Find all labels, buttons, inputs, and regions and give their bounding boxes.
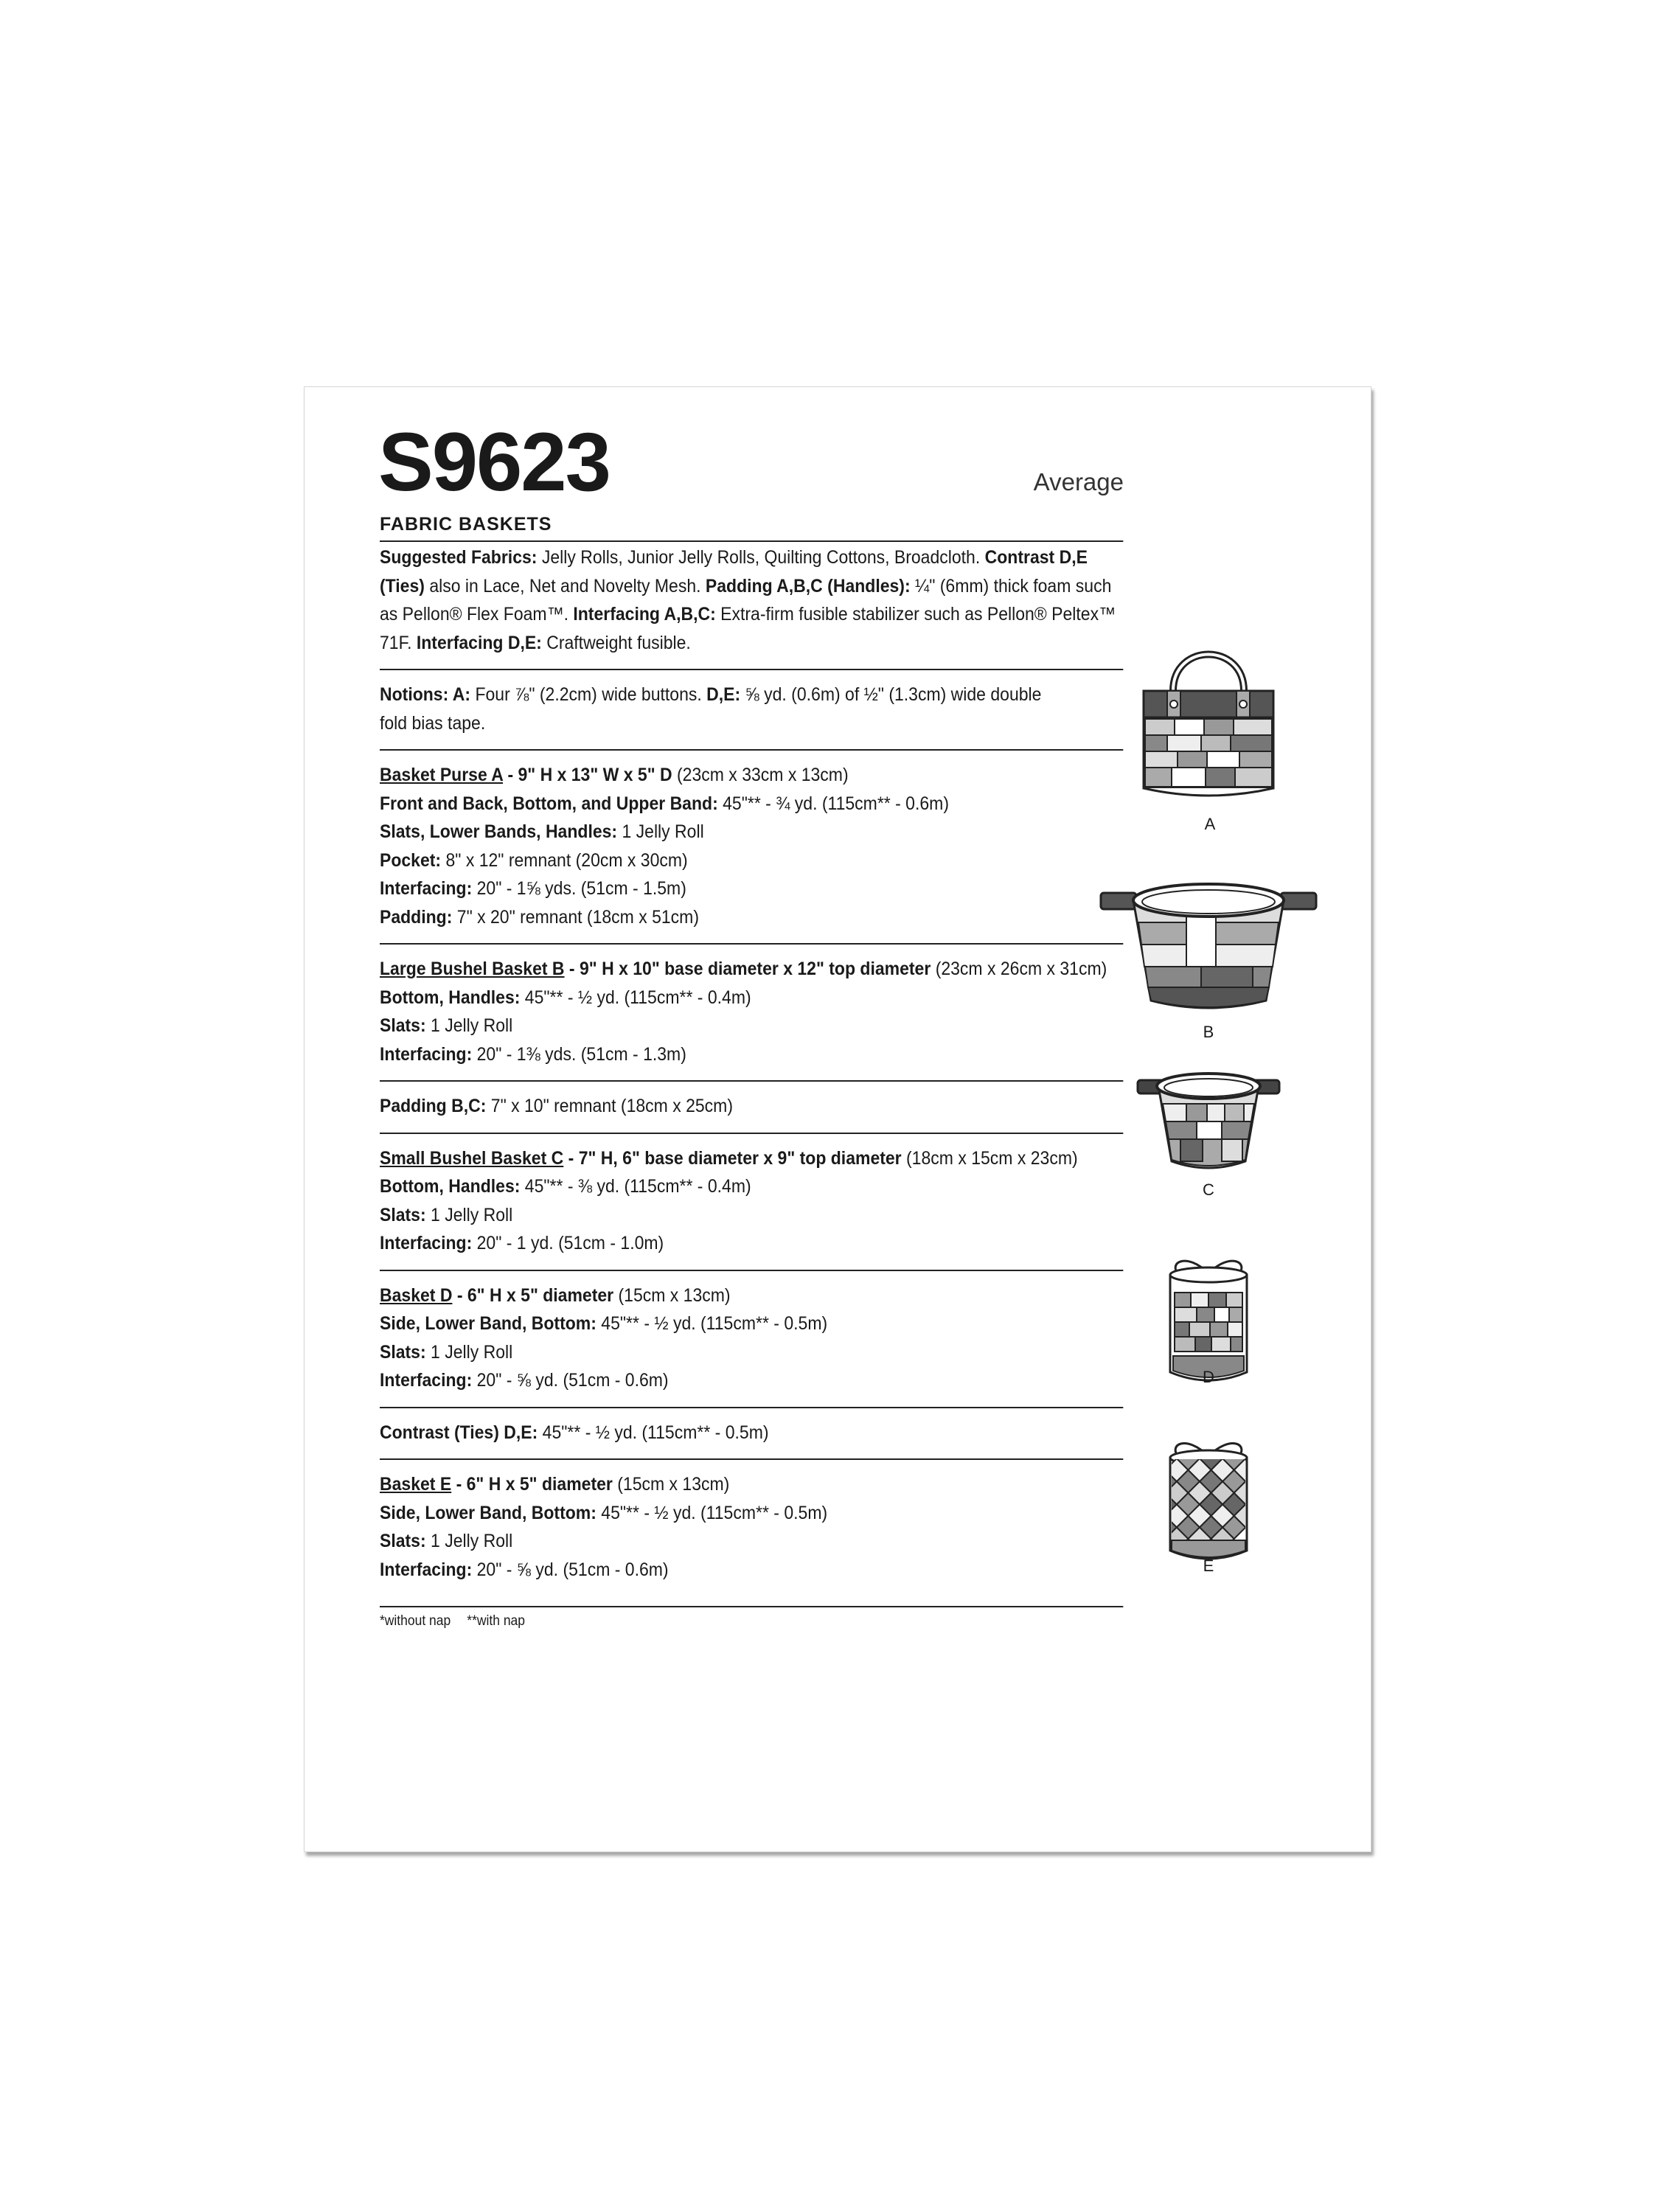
notions-section <box>380 669 1123 749</box>
pattern-number: S9623 <box>378 416 610 508</box>
basket-d-row: Interfacing: 20" - ⅝ yd. (51cm - 0.6m) <box>380 1370 669 1391</box>
basket-a-row: Padding: 7" x 20" remnant (18cm x 51cm) <box>380 906 700 928</box>
basket-b-row: Interfacing: 20" - 1⅜ yds. (51cm - 1.3m) <box>380 1043 686 1065</box>
basket-e-row: Side, Lower Band, Bottom: 45"** - ½ yd. (115cm** - 0.5m) <box>380 1502 828 1523</box>
notions-text: Notions: A: Four ⅞" (2.2cm) wide buttons. D,E: ⅝ yd. (0.6m) of ½" (1.3cm) wide double fold bias tape. <box>380 684 1042 734</box>
contrast-de-row: Contrast (Ties) D,E: 45"** - ½ yd. (115cm** - 0.5m) <box>380 1422 769 1443</box>
padding-bc-section <box>380 1080 1123 1133</box>
basket-b-row: Bottom, Handles: 45"** - ½ yd. (115cm** - 0.4m) <box>380 987 751 1008</box>
view-d-label: D <box>1203 1368 1214 1386</box>
contrast-de-section <box>380 1407 1123 1459</box>
padding-bc-row: Padding B,C: 7" x 10" remnant (18cm x 25cm) <box>380 1096 734 1116</box>
suggested-fabrics-section <box>380 540 1123 669</box>
basket-c-heading: Small Bushel Basket C - 7" H, 6" base diameter x 9" top diameter (18cm x 15cm x 23cm) <box>380 1147 1078 1169</box>
basket-d-row: Side, Lower Band, Bottom: 45"** - ½ yd. (115cm** - 0.5m) <box>380 1313 828 1334</box>
basket-b-section <box>380 943 1123 1080</box>
basket-a-row: Slats, Lower Bands, Handles: 1 Jelly Roll <box>380 821 704 842</box>
view-c-illustration <box>1135 1067 1282 1178</box>
footnote <box>380 1606 1123 1632</box>
basket-d-section <box>380 1270 1123 1407</box>
footnote-without-nap: *without nap <box>380 1613 451 1629</box>
view-b-label: B <box>1203 1023 1214 1041</box>
view-e-label: E <box>1203 1557 1214 1575</box>
basket-e-row: Interfacing: 20" - ⅝ yd. (51cm - 0.6m) <box>380 1559 669 1580</box>
basket-d-row: Slats: 1 Jelly Roll <box>380 1341 513 1363</box>
view-c-label: C <box>1203 1180 1214 1199</box>
basket-a-row: Interfacing: 20" - 1⅝ yds. (51cm - 1.5m) <box>380 878 686 899</box>
basket-d-heading: Basket D - 6" H x 5" diameter (15cm x 13cm) <box>380 1284 731 1306</box>
basket-a-row: Front and Back, Bottom, and Upper Band: 45"** - ¾ yd. (115cm** - 0.6m) <box>380 793 949 814</box>
basket-b-heading: Large Bushel Basket B - 9" H x 10" base diameter x 12" top diameter (23cm x 26cm x 31cm) <box>380 959 1107 979</box>
footnote-with-nap: **with nap <box>467 1613 526 1629</box>
basket-c-row: Slats: 1 Jelly Roll <box>380 1204 513 1225</box>
basket-e-section <box>380 1458 1123 1606</box>
difficulty-level: Average <box>1033 468 1124 495</box>
suggested-fabrics-text: Suggested Fabrics: Jelly Rolls, Junior Jelly Rolls, Quilting Cottons, Broadcloth. Contrast D,E (Ties) also in Lace, Net and Novelty Mesh. Padding A,B,C (Handles): ¼" (6mm) thick foam such as Pellon® Flex Foam™. Interfacing A,B,C: Extra-firm fusible stabilizer such as Pellon® Peltex™ 71F. Interfacing D,E: Craftweight fusible. <box>380 547 1116 653</box>
basket-c-row: Interfacing: 20" - 1 yd. (51cm - 1.0m) <box>380 1233 664 1253</box>
view-a-illustration <box>1135 638 1282 812</box>
pattern-title: FABRIC BASKETS <box>380 514 552 535</box>
basket-a-heading: Basket Purse A - 9" H x 13" W x 5" D (23cm x 33cm x 13cm) <box>380 765 849 785</box>
yardage-content <box>380 540 1123 1632</box>
basket-c-section <box>380 1133 1123 1270</box>
basket-e-heading: Basket E - 6" H x 5" diameter (15cm x 13cm) <box>380 1474 730 1495</box>
basket-c-row: Bottom, Handles: 45"** - ⅜ yd. (115cm** - 0.4m) <box>380 1176 751 1197</box>
view-e-illustration <box>1157 1430 1260 1570</box>
basket-a-section <box>380 749 1123 943</box>
view-a-label: A <box>1204 815 1216 833</box>
view-b-illustration <box>1098 877 1319 1018</box>
pattern-back-sheet <box>304 386 1371 1852</box>
basket-a-row: Pocket: 8" x 12" remnant (20cm x 30cm) <box>380 849 688 871</box>
basket-e-row: Slats: 1 Jelly Roll <box>380 1531 513 1551</box>
basket-b-row: Slats: 1 Jelly Roll <box>380 1015 513 1036</box>
